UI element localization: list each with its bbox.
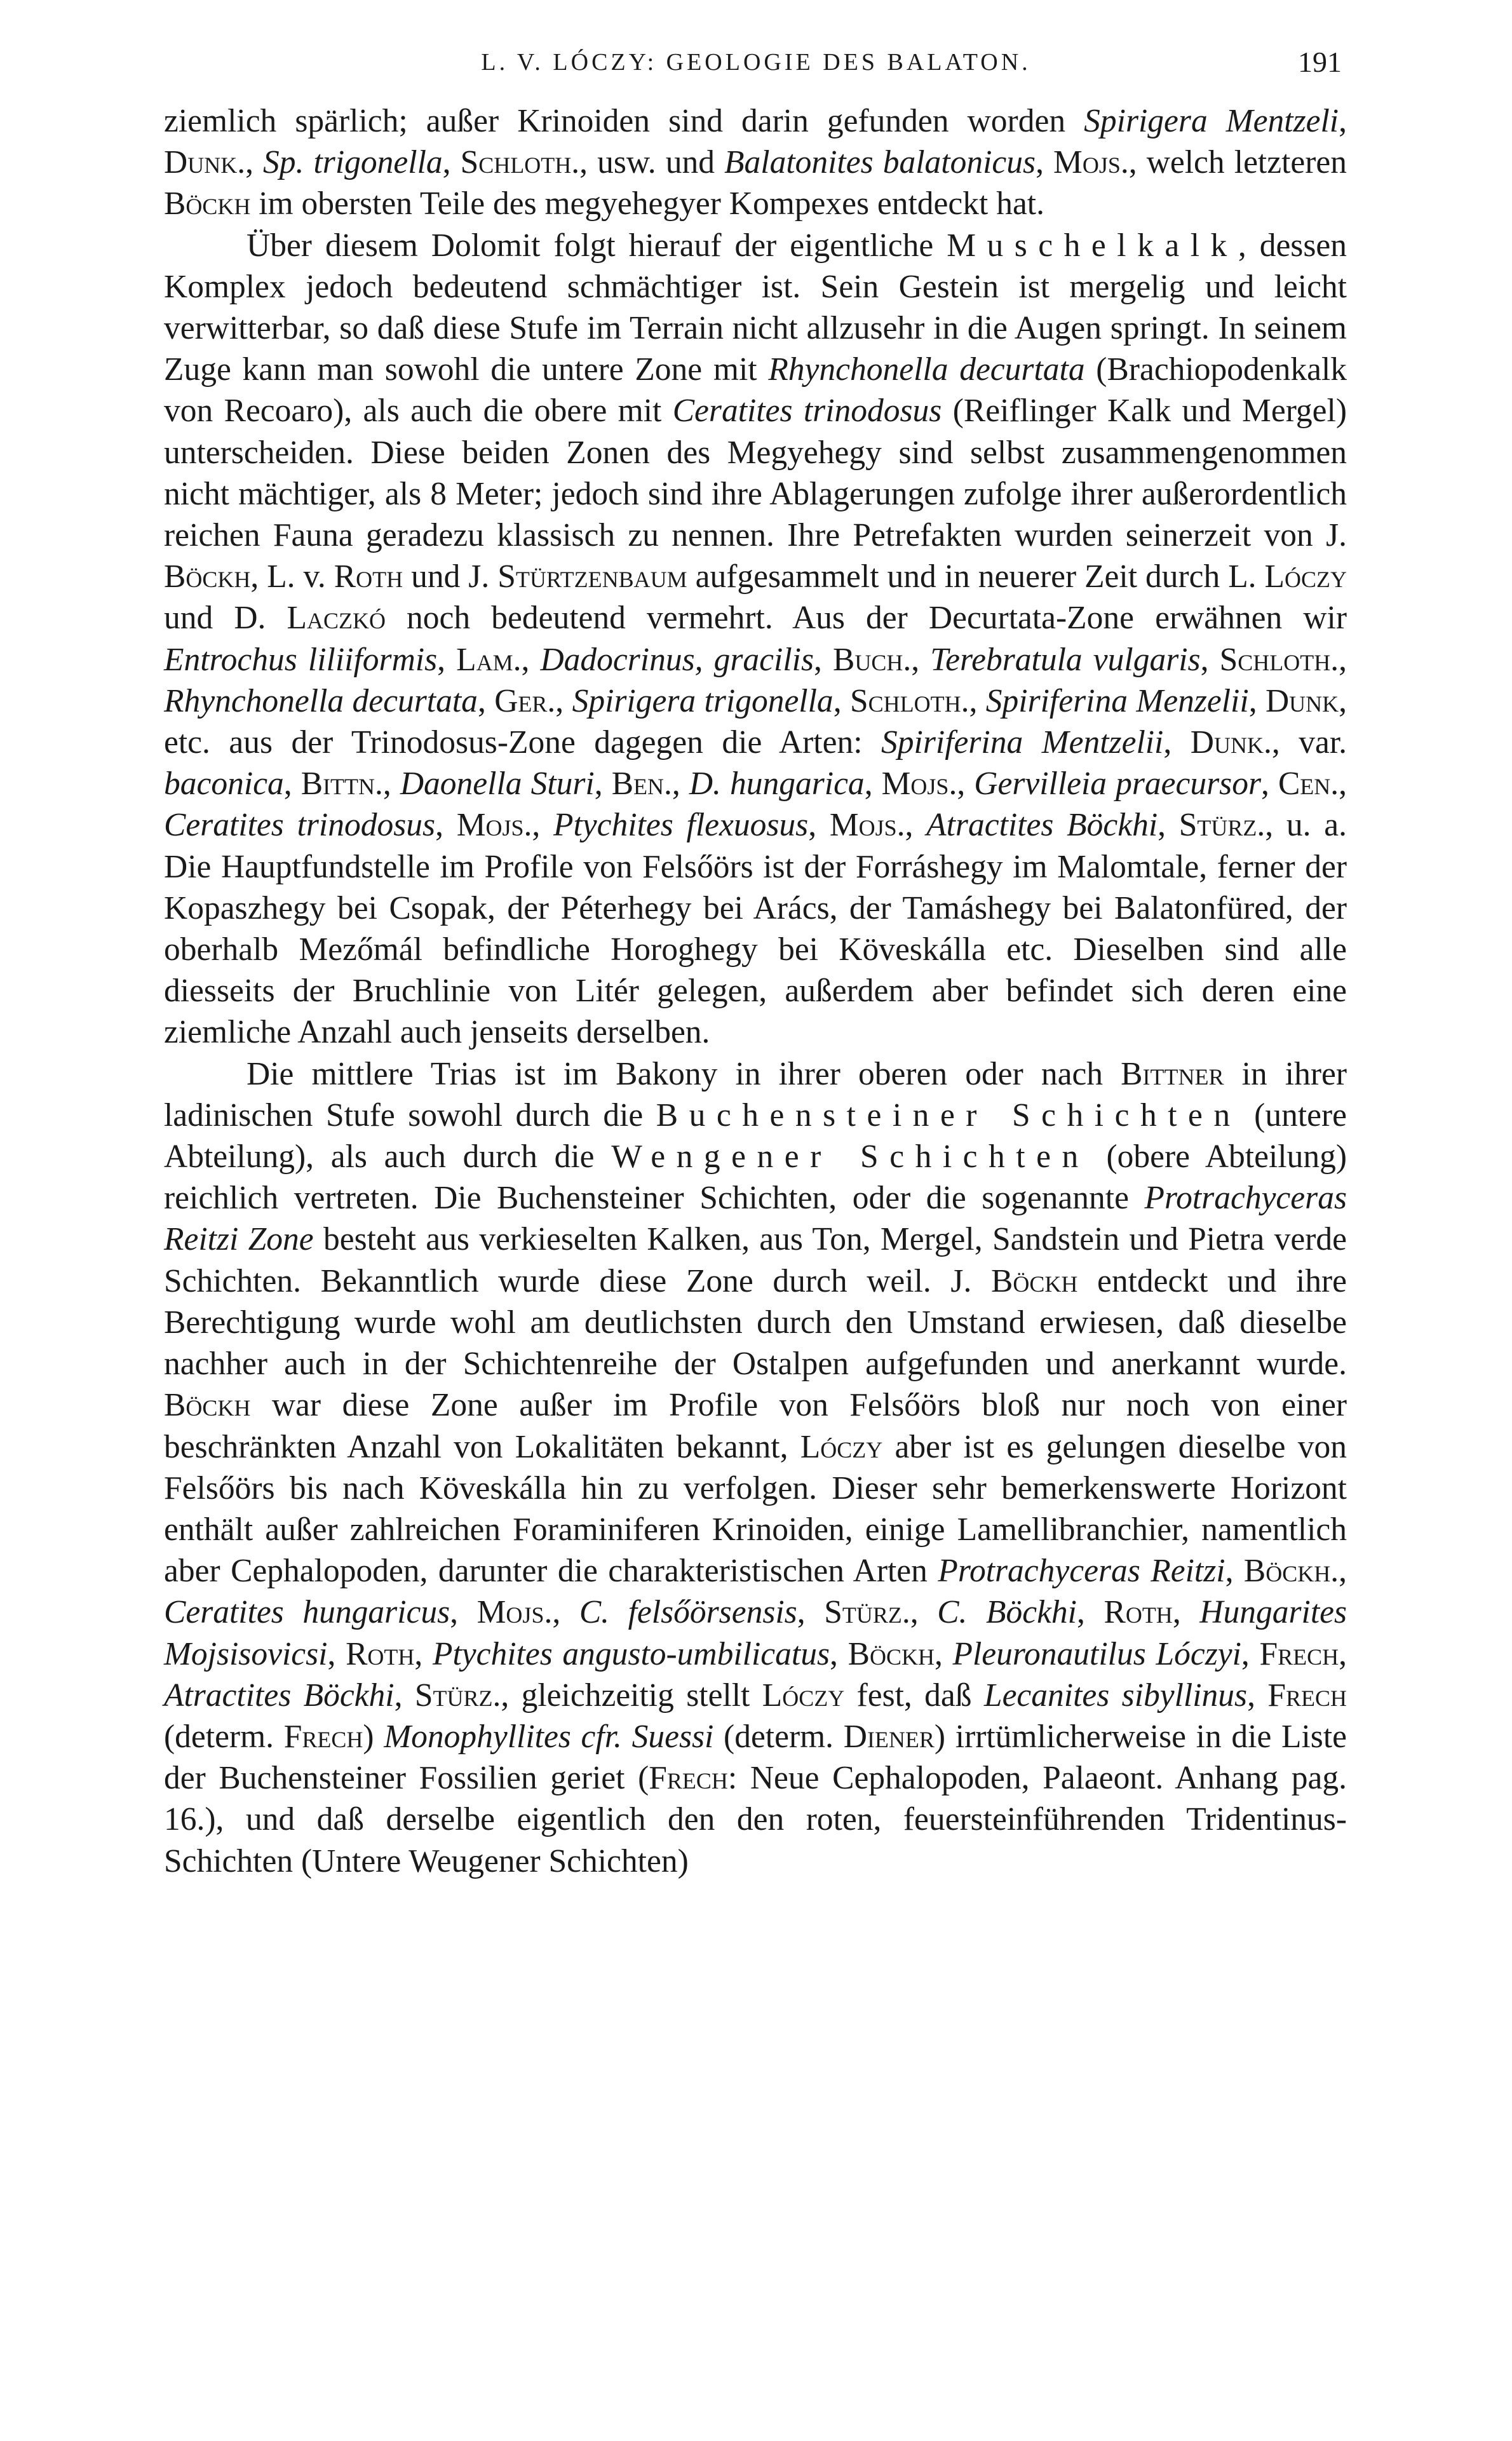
text-run: , — [437, 641, 457, 678]
author-name: Böckh — [847, 1635, 935, 1672]
italic-text: Atractites Böckhi — [164, 1677, 395, 1714]
author-name: Böckh — [164, 1387, 251, 1424]
text-run: , — [594, 766, 612, 802]
italic-text: Spiriferina Menzelii — [985, 682, 1249, 719]
page-header — [0, 37, 1512, 88]
author-name: Buch — [833, 641, 903, 678]
italic-text: Rhynchonella decurtata — [768, 351, 1085, 388]
text-run: fest, daß — [844, 1677, 984, 1714]
author-name: Lóczy — [762, 1677, 845, 1714]
text-run: ., — [1330, 641, 1347, 678]
text-run: aber ist es gelungen dieselbe von Felsőörs bis nach Köveskálla hin zu verfolgen. Dieser sehr bemerkenswerte Horizont enthält außer zahlreichen Foraminiferen Krinoiden, einige Lamellibranchier, namentlich aber Cephalopoden, darunter die charakteristischen Arten — [164, 1428, 1347, 1590]
text-run: , — [1225, 1553, 1244, 1590]
italic-text: Ceratites trinodosus — [672, 393, 942, 429]
text-run: , — [414, 1635, 433, 1672]
text-run: : Neue Cephalopoden, Palaeont. Anhang pag. 16.), und daß derselbe eigentlich den den roten, feuersteinführenden Tridentinus-Schichten (Untere Weugener Schichten) — [164, 1760, 1347, 1879]
author-name: Böckh — [1243, 1553, 1331, 1590]
text-run: , — [934, 1635, 953, 1672]
author-name: Mojs — [476, 1594, 544, 1631]
author-name: Bittn — [300, 766, 375, 802]
spaced-term: Wengener Schichten — [611, 1139, 1090, 1175]
text-run: ., — [961, 682, 986, 719]
text-run: ., — [896, 807, 927, 844]
text-run: ., — [664, 766, 689, 802]
paragraph — [164, 225, 1347, 1053]
italic-text: Entrochus liliiformis — [164, 641, 438, 678]
text-run: ., — [513, 641, 541, 678]
author-name: Lóczy — [1264, 558, 1347, 595]
text-run: , — [477, 682, 495, 719]
text-run: , dessen Komplex jedoch bedeutend schmächtiger ist. Sein Gestein ist mergelig und leicht verwitterbar, so daß diese Stufe im Terrain nicht allzusehr in die Augen springt. In seinem Zuge kann man sowohl die untere Zone mit — [164, 227, 1347, 388]
author-name: Diener — [843, 1718, 935, 1755]
italic-text: D. hungarica — [689, 766, 865, 802]
author-name: Cen — [1278, 766, 1331, 802]
text-run: Die mittlere Trias ist im Bakony in ihrer oberen oder nach — [246, 1055, 1121, 1092]
italic-text: Spiriferina Mentzelii — [881, 724, 1164, 761]
author-name: Roth — [346, 1635, 415, 1672]
author-name: Dunk — [164, 144, 238, 181]
text-run: ) — [363, 1718, 384, 1755]
author-name: Ger — [494, 682, 548, 719]
text-run: , L. v. — [250, 558, 334, 595]
text-run: war diese Zone außer im Profile von Felsőörs bloß nur noch von einer beschränkten Anzahl von Lokalitäten bekannt, — [164, 1387, 1347, 1465]
paragraph — [164, 100, 1347, 225]
author-name: Schloth — [1219, 641, 1331, 678]
text-run: ., var. — [1263, 724, 1347, 761]
italic-text: Terebratula vulgaris — [930, 641, 1201, 678]
author-name: Frech — [1267, 1677, 1347, 1714]
text-run: aufgesammelt und in neuerer Zeit durch L. — [687, 558, 1265, 595]
italic-text: Rhynchonella decurtata — [164, 682, 478, 719]
text-run: , — [830, 1635, 848, 1672]
page-number: 191 — [1298, 46, 1342, 78]
text-run: ) irrtümlicherweise in die Liste der Buchensteiner Fossilien geriet ( — [164, 1718, 1347, 1797]
italic-text: Balatonites balatonicus — [724, 144, 1036, 181]
author-name: Mojs — [456, 807, 524, 844]
text-run: , — [1339, 103, 1347, 139]
italic-text: Spirigera Mentzeli — [1084, 103, 1339, 139]
author-name: Böckh — [990, 1262, 1078, 1299]
text-run: ., — [1330, 766, 1347, 802]
author-name: Frech — [283, 1718, 363, 1755]
text-run: , — [1036, 144, 1054, 181]
text-run: , — [327, 1635, 346, 1672]
italic-text: Spirigera trigonella — [572, 682, 834, 719]
italic-text: Gervilleia praecursor — [974, 766, 1261, 802]
italic-text: Sp. trigonella — [263, 144, 443, 181]
italic-text: C. Böckhi — [937, 1594, 1077, 1631]
running-head: L. V. LÓCZY: GEOLOGIE DES BALATON. — [481, 49, 1031, 76]
text-run: , — [1172, 1594, 1200, 1631]
text-run: (determ. — [164, 1718, 284, 1755]
text-run: ., usw. und — [571, 144, 725, 181]
text-run: , — [1247, 1677, 1268, 1714]
text-run: ziemlich spärlich; außer Krinoiden sind darin gefunden worden — [164, 103, 1084, 139]
author-name: Dunk — [1190, 724, 1264, 761]
text-run: ., — [237, 144, 264, 181]
italic-text: Protrachyceras Reitzi — [938, 1553, 1225, 1590]
text-run: , — [833, 682, 850, 719]
italic-text: baconica — [164, 766, 284, 802]
text-run: , — [797, 1594, 825, 1631]
text-run: und D. — [164, 600, 287, 637]
text-run: ., — [523, 807, 554, 844]
author-name: Böckh — [164, 558, 251, 595]
author-name: Roth — [334, 558, 403, 595]
body-text — [164, 100, 1347, 1882]
italic-text: Dadocrinus, gracilis — [540, 641, 814, 678]
italic-text: Daonella Sturi — [400, 766, 595, 802]
text-run: , — [442, 144, 461, 181]
author-name: Stürz — [1178, 807, 1257, 844]
text-run: ., — [547, 682, 572, 719]
text-run: , — [1158, 807, 1179, 844]
text-run: ., — [375, 766, 400, 802]
italic-text: Pleuronautilus Lóczyi — [952, 1635, 1241, 1672]
italic-text: C. felsőörsensis — [579, 1594, 797, 1631]
author-name: Frech — [1259, 1635, 1339, 1672]
author-name: Mojs — [829, 807, 897, 844]
text-run: , — [450, 1594, 477, 1631]
italic-text: Protrachyceras Reitzi Zone — [164, 1180, 1347, 1258]
author-name: Mojs — [881, 766, 949, 802]
author-name: Stürtzenbaum — [497, 558, 687, 595]
text-run: und J. — [403, 558, 498, 595]
author-name: Stürz — [824, 1594, 902, 1631]
text-run: , — [1241, 1635, 1260, 1672]
text-run: ., — [544, 1594, 579, 1631]
author-name: Ben — [611, 766, 665, 802]
text-run: (Reiflinger Kalk und Mergel) unterscheiden. Diese beiden Zonen des Megyehegy sind selbst zusammengenommen nicht mächtiger, als 8 Meter; jedoch sind ihre Ablagerungen zufolge ihrer außerordentlich reichen Fauna geradezu klassisch zu nennen. Ihre Petrefakten wurden seinerzeit von J. — [164, 393, 1347, 554]
text-run: (determ. — [713, 1718, 844, 1755]
text-run: , — [814, 641, 834, 678]
text-run: , — [394, 1677, 415, 1714]
italic-text: Monophyllites cfr. Suessi — [384, 1718, 714, 1755]
italic-text: Atractites Böckhi — [926, 807, 1158, 844]
text-run: (untere Abteilung), als auch durch die — [164, 1097, 1347, 1175]
text-run: , — [435, 807, 457, 844]
italic-text: Hungarites Mojsisovicsi — [164, 1594, 1347, 1672]
text-run: ., — [1330, 1553, 1347, 1590]
text-run: , — [1077, 1594, 1104, 1631]
author-name: Dunk — [1265, 682, 1339, 719]
text-run: ., u. a. Die Hauptfundstelle im Profile von Felsőörs ist der Forráshegy im Malomtale, ferner der Kopaszhegy bei Csopak, der Péterhegy bei Arács, der Tamáshegy bei Balatonfüred, der oberhalb Mezőmál befindliche Horoghegy bei Köveskálla etc. Dieselben sind alle diesseits der Bruchlinie von Litér gelegen, außerdem aber befindet sich deren eine ziemliche Anzahl auch jenseits derselben. — [164, 807, 1347, 1051]
author-name: Bittner — [1121, 1055, 1224, 1092]
italic-text: Ptychites angusto-umbilicatus — [432, 1635, 830, 1672]
author-name: Roth — [1104, 1594, 1173, 1631]
text-run: , — [808, 807, 830, 844]
text-run: ., — [901, 1594, 938, 1631]
text-run: ., welch letzteren — [1120, 144, 1347, 181]
text-run: besteht aus verkieselten Kalken, aus Ton, Mergel, Sandstein und Pietra verde Schichten. Bekanntlich wurde diese Zone durch weil. J. — [164, 1221, 1347, 1299]
text-run: , — [1163, 724, 1191, 761]
text-run: entdeckt und ihre Berechtigung wurde wohl am deutlichsten durch den Umstand erwiesen, daß dieselbe nachher auch in der Schichtenreihe der Ostalpen aufgefunden und anerkannt wurde. — [164, 1262, 1347, 1383]
italic-text: Ptychites flexuosus — [553, 807, 809, 844]
author-name: Schloth — [460, 144, 572, 181]
author-name: Frech — [649, 1760, 728, 1797]
text-run: , — [1248, 682, 1266, 719]
text-run: (Brachiopodenkalk von Recoaro), als auch die obere mit — [164, 351, 1347, 429]
author-name: Mojs — [1053, 144, 1121, 181]
author-name: Laczkó — [287, 600, 386, 637]
text-run: , — [1200, 641, 1220, 678]
author-name: Lóczy — [800, 1428, 883, 1465]
text-run: (obere Abteilung) reichlich vertreten. Die Buchensteiner Schichten, oder die sogenannte — [164, 1139, 1347, 1217]
text-run: in ihrer ladinischen Stufe sowohl durch die — [164, 1055, 1347, 1133]
text-run: ., — [903, 641, 931, 678]
italic-text: Ceratites hungaricus — [164, 1594, 450, 1631]
text-run: , etc. aus der Trinodosus-Zone dagegen die Arten: — [164, 682, 1347, 761]
spaced-term: Muschelkalk — [947, 227, 1238, 264]
spaced-term: Buchensteiner Schichten — [656, 1097, 1241, 1133]
text-run: , — [1261, 766, 1278, 802]
text-run: , — [1339, 1635, 1347, 1672]
text-run: ., — [948, 766, 975, 802]
author-name: Stürz — [414, 1677, 493, 1714]
author-name: Lam — [456, 641, 513, 678]
text-run: , — [864, 766, 882, 802]
text-run: Über diesem Dolomit folgt hierauf der eigentliche — [246, 227, 947, 264]
text-run: , — [283, 766, 301, 802]
paragraph — [164, 1053, 1347, 1882]
italic-text: Lecanites sibyllinus — [983, 1677, 1248, 1714]
text-run: noch bedeutend vermehrt. Aus der Decurtata-Zone erwähnen wir — [385, 600, 1347, 637]
author-name: Böckh — [164, 186, 251, 222]
author-name: Schloth — [849, 682, 961, 719]
italic-text: Ceratites trinodosus — [164, 807, 436, 844]
text-run: im obersten Teile des megyehegyer Kompexes entdeckt hat. — [250, 186, 1044, 222]
text-run: ., gleichzeitig stellt — [492, 1677, 762, 1714]
